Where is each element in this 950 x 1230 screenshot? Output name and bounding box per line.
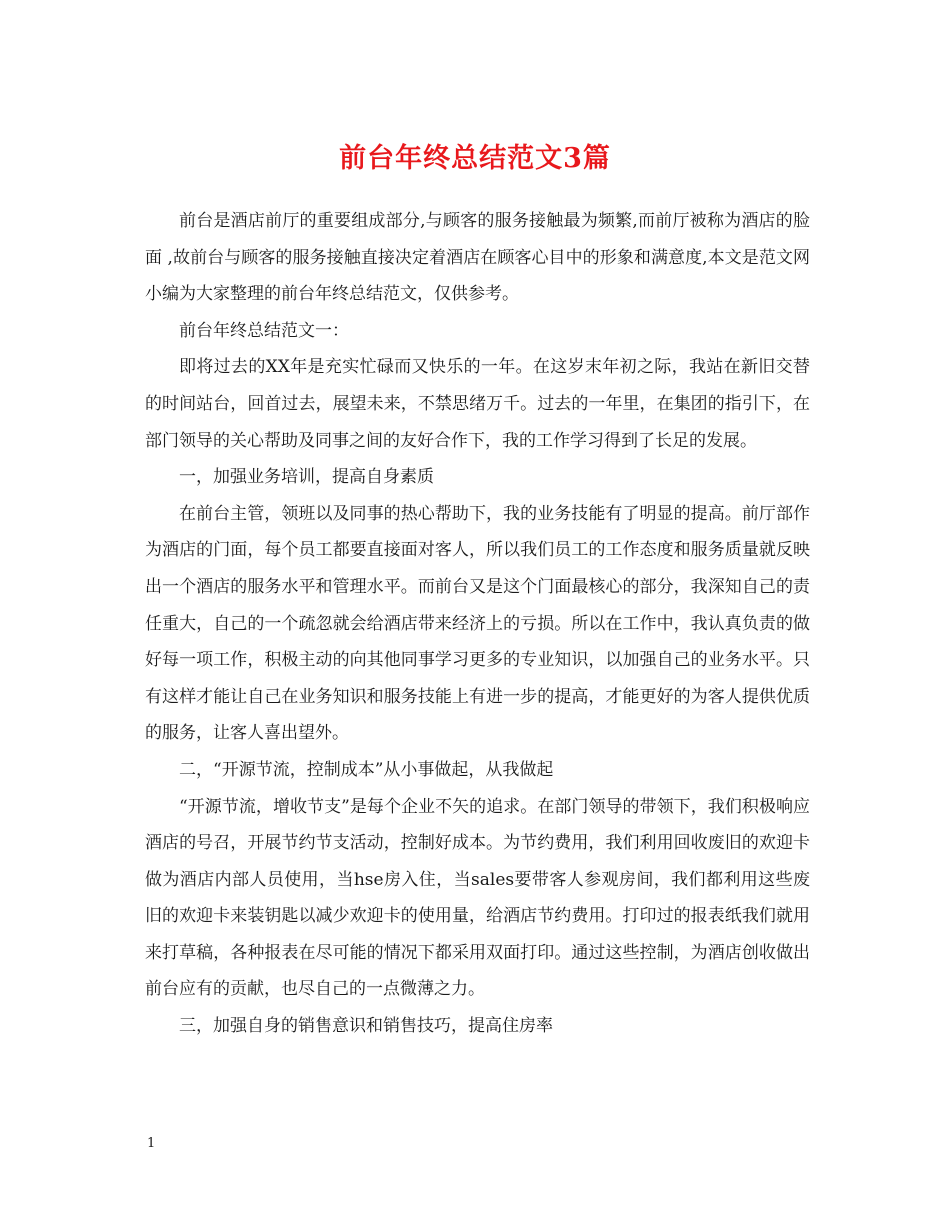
section-heading: 前台年终总结范文一：: [179, 320, 349, 341]
body-paragraph: 在前台主管，领班以及同事的热心帮助下，我的业务技能有了明显的提高。前厅部作为酒店的门面，每个员工都要直接面对客人，所以我们员工的工作态度和服务质量就反映出一个酒店的服务水平和管理水平。而前台又是这个门面最核心的部分，我深知自己的责任重大，自己的一个疏忽就会给酒店带来经济上的亏损。所以在工作中，我认真负责的做好每一项工作，积极主动的向其他同事学习更多的专业知识，以加强自己的业务水平。只有这样才能让自己在业务知识和服务技能上有进一步的提高，才能更好的为客人提供优质的服务，让客人喜出望外。: [145, 503, 810, 744]
document-body: [145, 203, 810, 1045]
subsection-heading: 二，“开源节流，控制成本”从小事做起，从我做起: [179, 759, 554, 780]
page-number: 1: [147, 1136, 156, 1151]
intro-paragraph: 前台是酒店前厅的重要组成部分,与顾客的服务接触最为频繁,而前厅被称为酒店的脸面 ,故前台与顾客的服务接触直接决定着酒店在顾客心目中的形象和满意度,本文是范文网小编为大家整理的前台年终总结范文，仅供参考。: [145, 211, 810, 305]
body-paragraph: “开源节流，增收节支”是每个企业不矢的追求。在部门领导的带领下，我们积极响应酒店的号召，开展节约节支活动，控制好成本。为节约费用，我们利用回收废旧的欢迎卡做为酒店内部人员使用，当hse房入住，当sales要带客人参观房间，我们都利用这些废旧的欢迎卡来装钥匙以减少欢迎卡的使用量，给酒店节约费用。打印过的报表纸我们就用来打草稿，各种报表在尽可能的情况下都采用双面打印。通过这些控制，为酒店创收做出前台应有的贡献，也尽自己的一点微薄之力。: [145, 796, 810, 1000]
subsection-heading: 三，加强自身的销售意识和销售技巧，提高住房率: [179, 1016, 553, 1037]
subsection-heading: 一，加强业务培训，提高自身素质: [179, 467, 434, 488]
document-title: 前台年终总结范文3篇: [339, 143, 611, 174]
body-paragraph: 即将过去的XX年是充实忙碌而又快乐的一年。在这岁末年初之际，我站在新旧交替的时间站台，回首过去，展望未来，不禁思绪万千。过去的一年里，在集团的指引下，在部门领导的关心帮助及同事之间的友好合作下，我的工作学习得到了长足的发展。: [145, 357, 810, 451]
